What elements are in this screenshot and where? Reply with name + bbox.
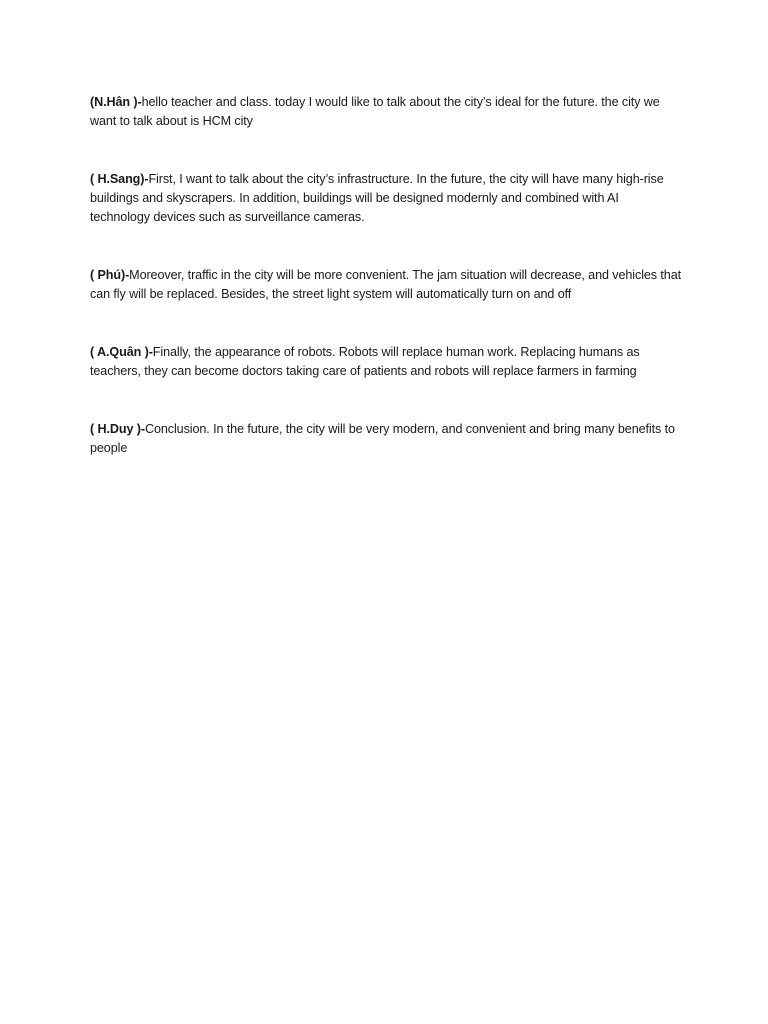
- paragraph-text: hello teacher and class. today I would like to talk about the city’s ideal for the future. the city we want to talk about is HCM city: [90, 95, 660, 128]
- paragraph-hduy: [90, 420, 682, 458]
- speaker-label: ( A.Quân )-: [90, 345, 153, 359]
- paragraph-aquan: [90, 343, 682, 381]
- paragraph-text: First, I want to talk about the city’s infrastructure. In the future, the city will have many high-rise buildings and skyscrapers. In addition, buildings will be designed modernly and combined with AI technology devices such as surveillance cameras.: [90, 172, 664, 224]
- speaker-label: ( H.Sang)-: [90, 172, 149, 186]
- speaker-label: (N.Hân )-: [90, 95, 142, 109]
- paragraph-text: Conclusion. In the future, the city will be very modern, and convenient and bring many benefits to people: [90, 422, 675, 455]
- paragraph-phu: [90, 266, 682, 304]
- paragraph-nhan: [90, 93, 682, 131]
- document-body: [90, 93, 682, 497]
- speaker-label: ( Phú)-: [90, 268, 130, 282]
- paragraph-hsang: [90, 170, 682, 227]
- speaker-label: ( H.Duy )-: [90, 422, 145, 436]
- paragraph-text: Moreover, traffic in the city will be more convenient. The jam situation will decrease, and vehicles that can fly will be replaced. Besides, the street light system will automatically turn on and off: [90, 268, 682, 301]
- paragraph-text: Finally, the appearance of robots. Robots will replace human work. Replacing humans as teachers, they can become doctors taking care of patients and robots will replace farmers in farming: [90, 345, 640, 378]
